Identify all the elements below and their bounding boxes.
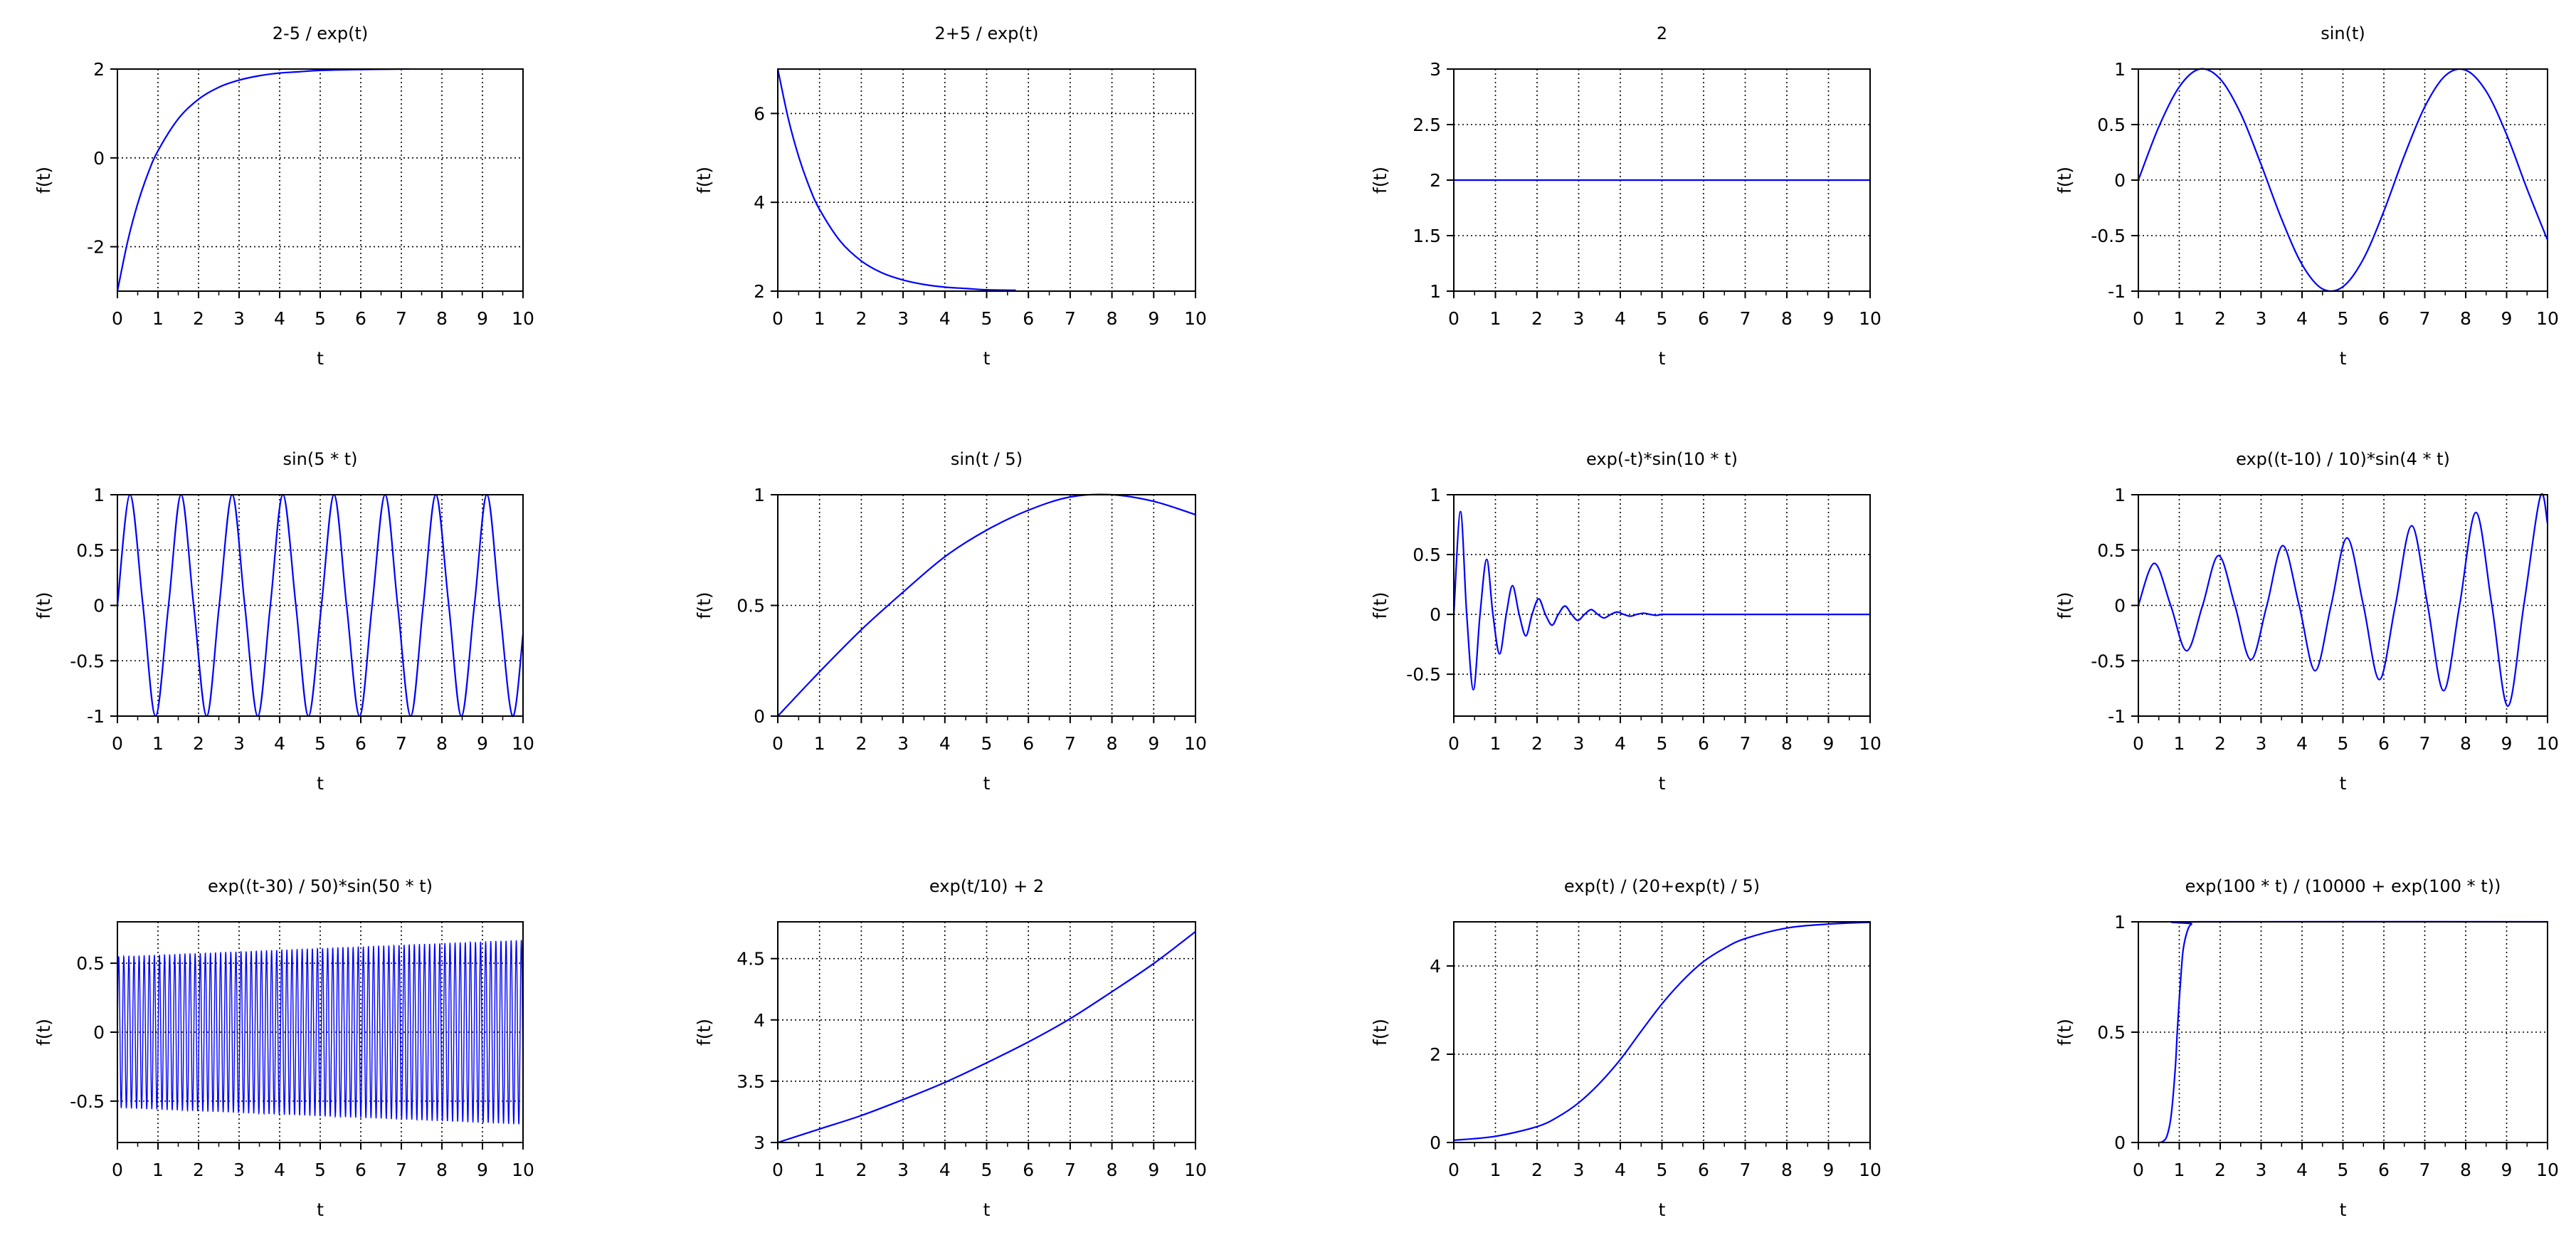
subplot-4 bbox=[2054, 23, 2559, 369]
x-tick-label: 6 bbox=[1023, 733, 1035, 754]
x-tick-label: 0 bbox=[112, 308, 123, 329]
x-tick-label: 5 bbox=[981, 1160, 993, 1180]
x-tick-label: 10 bbox=[512, 1160, 534, 1180]
x-tick-label: 8 bbox=[2460, 733, 2471, 754]
y-tick-label: 2 bbox=[1430, 170, 1441, 191]
subplot-title: sin(5 * t) bbox=[283, 449, 358, 469]
x-tick-label: 7 bbox=[1064, 308, 1076, 329]
subplot-title: exp(t) / (20+exp(t) / 5) bbox=[1563, 876, 1761, 896]
x-tick-label: 9 bbox=[1148, 733, 1160, 754]
y-tick-label: 0.5 bbox=[2097, 115, 2126, 135]
x-tick-label: 3 bbox=[1573, 308, 1585, 329]
y-tick-label: 4 bbox=[1430, 956, 1441, 977]
x-tick-label: 8 bbox=[436, 308, 448, 329]
y-axis-label: f(t) bbox=[694, 1018, 714, 1046]
x-tick-label: 0 bbox=[1448, 308, 1459, 329]
x-tick-label: 4 bbox=[1615, 308, 1626, 329]
y-tick-label: 1 bbox=[2114, 485, 2126, 505]
x-tick-label: 0 bbox=[1448, 1160, 1459, 1180]
subplot-12 bbox=[2054, 876, 2559, 1220]
y-tick-label: 2.5 bbox=[1413, 115, 1441, 135]
x-tick-label: 7 bbox=[1739, 733, 1751, 754]
y-axis-label: f(t) bbox=[694, 592, 714, 619]
subplot-6 bbox=[694, 449, 1207, 794]
x-tick-label: 8 bbox=[2460, 1160, 2471, 1180]
x-tick-label: 10 bbox=[2536, 1160, 2559, 1180]
y-axis-label: f(t) bbox=[2054, 592, 2075, 619]
x-tick-label: 2 bbox=[193, 733, 204, 754]
y-tick-label: 4.5 bbox=[737, 948, 765, 970]
x-tick-label: 9 bbox=[477, 308, 488, 329]
x-tick-label: 1 bbox=[813, 308, 825, 329]
x-tick-label: 6 bbox=[1023, 1160, 1035, 1180]
subplot-title: exp(t/10) + 2 bbox=[929, 876, 1045, 896]
x-tick-label: 4 bbox=[1615, 1160, 1626, 1180]
subplot-2 bbox=[694, 23, 1207, 369]
y-tick-label: 6 bbox=[754, 103, 765, 125]
y-tick-label: 0.5 bbox=[2097, 1022, 2126, 1043]
subplot-1 bbox=[33, 23, 534, 369]
y-tick-label: -0.5 bbox=[2091, 226, 2126, 246]
x-tick-label: 9 bbox=[2501, 308, 2513, 329]
y-tick-label: 3 bbox=[1430, 59, 1441, 80]
x-tick-label: 9 bbox=[2501, 1160, 2513, 1180]
x-tick-label: 2 bbox=[193, 1160, 204, 1180]
x-tick-label: 6 bbox=[355, 1160, 366, 1180]
y-tick-label: -0.5 bbox=[70, 1091, 105, 1112]
y-tick-label: 0 bbox=[1430, 604, 1441, 626]
subplot-7 bbox=[1370, 449, 1881, 794]
subplot-title: 2 bbox=[1656, 23, 1668, 43]
y-tick-label: 1 bbox=[1430, 281, 1441, 302]
subplot-title: sin(t) bbox=[2321, 23, 2365, 43]
plot-frame bbox=[1454, 922, 1870, 1142]
x-tick-label: 1 bbox=[152, 308, 164, 329]
x-tick-label: 7 bbox=[2419, 733, 2431, 754]
subplot-11 bbox=[1370, 876, 1881, 1220]
x-tick-label: 1 bbox=[2173, 733, 2185, 754]
x-tick-label: 6 bbox=[1698, 308, 1709, 329]
subplot-title: 2+5 / exp(t) bbox=[934, 23, 1039, 43]
y-axis-label: f(t) bbox=[2054, 166, 2075, 194]
x-tick-label: 5 bbox=[1656, 733, 1668, 754]
x-tick-label: 5 bbox=[315, 308, 326, 329]
y-tick-label: 0 bbox=[2114, 595, 2126, 616]
x-tick-label: 4 bbox=[939, 1160, 951, 1180]
x-axis-label: t bbox=[1658, 1199, 1666, 1220]
y-axis-label: f(t) bbox=[33, 1018, 54, 1046]
x-tick-label: 0 bbox=[2133, 308, 2144, 329]
x-tick-label: 2 bbox=[2215, 733, 2226, 754]
y-tick-label: 0 bbox=[93, 595, 105, 616]
x-tick-label: 5 bbox=[981, 308, 993, 329]
series-line bbox=[117, 69, 409, 291]
x-tick-label: 8 bbox=[1106, 1160, 1118, 1180]
x-tick-label: 8 bbox=[436, 733, 448, 754]
x-tick-label: 3 bbox=[897, 308, 909, 329]
x-tick-label: 10 bbox=[1859, 308, 1881, 329]
y-tick-label: 0 bbox=[754, 706, 765, 727]
x-axis-label: t bbox=[1658, 348, 1666, 369]
y-tick-label: 3 bbox=[754, 1133, 765, 1153]
y-tick-label: 1 bbox=[754, 485, 765, 505]
x-tick-label: 1 bbox=[813, 733, 825, 754]
y-tick-label: 0.5 bbox=[2097, 540, 2126, 561]
x-tick-label: 0 bbox=[772, 1160, 783, 1180]
x-tick-label: 1 bbox=[813, 1160, 825, 1180]
y-tick-label: -0.5 bbox=[1406, 664, 1441, 685]
x-tick-label: 7 bbox=[2419, 1160, 2431, 1180]
x-axis-label: t bbox=[2339, 773, 2347, 794]
x-tick-label: 7 bbox=[396, 1160, 407, 1180]
y-tick-label: 3.5 bbox=[737, 1071, 765, 1092]
x-tick-label: 9 bbox=[477, 733, 488, 754]
x-tick-label: 0 bbox=[112, 733, 123, 754]
x-tick-label: 10 bbox=[1859, 1160, 1881, 1180]
x-tick-label: 3 bbox=[897, 733, 909, 754]
x-tick-label: 10 bbox=[2536, 733, 2559, 754]
subplot-title: exp(100 * t) / (10000 + exp(100 * t)) bbox=[2185, 876, 2501, 896]
y-tick-label: -1 bbox=[87, 706, 105, 727]
x-tick-label: 6 bbox=[1698, 1160, 1709, 1180]
x-tick-label: 3 bbox=[2255, 733, 2267, 754]
y-tick-label: 0 bbox=[93, 147, 105, 169]
x-tick-label: 2 bbox=[2215, 308, 2226, 329]
x-tick-label: 3 bbox=[233, 1160, 245, 1180]
x-tick-label: 6 bbox=[1698, 733, 1709, 754]
subplot-9 bbox=[33, 876, 534, 1220]
x-axis-label: t bbox=[983, 773, 991, 794]
y-tick-label: 0 bbox=[2114, 1133, 2126, 1153]
x-tick-label: 2 bbox=[1531, 308, 1543, 329]
subplot-title: 2-5 / exp(t) bbox=[272, 23, 369, 43]
x-tick-label: 3 bbox=[1573, 733, 1585, 754]
x-tick-label: 7 bbox=[396, 733, 407, 754]
x-tick-label: 9 bbox=[1822, 1160, 1835, 1180]
x-axis-label: t bbox=[1658, 773, 1666, 794]
x-axis-label: t bbox=[983, 348, 991, 369]
subplot-8 bbox=[2054, 449, 2559, 794]
x-tick-label: 7 bbox=[1064, 733, 1076, 754]
x-tick-label: 4 bbox=[2296, 733, 2308, 754]
x-tick-label: 0 bbox=[2133, 1160, 2144, 1180]
x-tick-label: 5 bbox=[2337, 308, 2349, 329]
x-axis-label: t bbox=[317, 773, 324, 794]
x-tick-label: 1 bbox=[1489, 1160, 1501, 1180]
x-tick-label: 3 bbox=[233, 308, 245, 329]
x-tick-label: 8 bbox=[2460, 308, 2471, 329]
x-tick-label: 10 bbox=[512, 308, 534, 329]
x-tick-label: 9 bbox=[2501, 733, 2513, 754]
x-tick-label: 6 bbox=[2378, 733, 2390, 754]
x-tick-label: 6 bbox=[2378, 1160, 2390, 1180]
x-tick-label: 8 bbox=[1781, 308, 1793, 329]
subplot-10 bbox=[694, 876, 1207, 1220]
y-tick-label: 4 bbox=[754, 192, 765, 214]
x-tick-label: 4 bbox=[1615, 733, 1626, 754]
y-tick-label: -0.5 bbox=[70, 651, 105, 672]
y-axis-label: f(t) bbox=[2054, 1018, 2075, 1046]
y-axis-label: f(t) bbox=[1370, 592, 1390, 619]
subplot-title: exp(-t)*sin(10 * t) bbox=[1586, 449, 1738, 469]
series-line bbox=[1454, 923, 1870, 1140]
x-tick-label: 7 bbox=[2419, 308, 2431, 329]
x-tick-label: 10 bbox=[1184, 308, 1207, 329]
x-tick-label: 5 bbox=[315, 733, 326, 754]
x-tick-label: 5 bbox=[1656, 1160, 1668, 1180]
x-tick-label: 4 bbox=[274, 1160, 285, 1180]
x-tick-label: 2 bbox=[193, 308, 204, 329]
x-tick-label: 10 bbox=[1184, 1160, 1207, 1180]
x-axis-label: t bbox=[317, 348, 324, 369]
x-tick-label: 8 bbox=[1781, 733, 1793, 754]
x-tick-label: 1 bbox=[2173, 1160, 2185, 1180]
x-tick-label: 0 bbox=[772, 733, 783, 754]
y-tick-label: 2 bbox=[93, 59, 105, 80]
y-tick-label: 0.5 bbox=[76, 540, 105, 561]
plot-frame bbox=[778, 922, 1195, 1142]
x-tick-label: 5 bbox=[315, 1160, 326, 1180]
y-tick-label: 1 bbox=[2114, 59, 2126, 80]
x-tick-label: 6 bbox=[2378, 308, 2390, 329]
y-tick-label: 0.5 bbox=[76, 953, 105, 975]
y-tick-label: 0 bbox=[1430, 1133, 1441, 1153]
x-tick-label: 4 bbox=[2296, 1160, 2308, 1180]
y-tick-label: 1 bbox=[2114, 912, 2126, 933]
y-axis-label: f(t) bbox=[33, 166, 54, 194]
y-tick-label: 0.5 bbox=[1413, 545, 1441, 566]
y-tick-label: -2 bbox=[87, 236, 105, 258]
x-tick-label: 2 bbox=[1531, 1160, 1543, 1180]
y-tick-label: 4 bbox=[754, 1009, 765, 1031]
x-tick-label: 2 bbox=[1531, 733, 1543, 754]
x-tick-label: 1 bbox=[152, 733, 164, 754]
x-tick-label: 4 bbox=[2296, 308, 2308, 329]
x-tick-label: 7 bbox=[1739, 1160, 1751, 1180]
x-axis-label: t bbox=[2339, 1199, 2347, 1220]
x-tick-label: 1 bbox=[1489, 308, 1501, 329]
subplot-title: exp((t-30) / 50)*sin(50 * t) bbox=[207, 876, 433, 896]
y-axis-label: f(t) bbox=[1370, 166, 1390, 194]
series-line bbox=[117, 940, 523, 1125]
x-axis-label: t bbox=[983, 1199, 991, 1220]
y-tick-label: 2 bbox=[754, 281, 765, 302]
x-tick-label: 10 bbox=[1859, 733, 1881, 754]
x-tick-label: 2 bbox=[855, 733, 867, 754]
series-line bbox=[778, 69, 1016, 290]
x-tick-label: 3 bbox=[233, 733, 245, 754]
x-tick-label: 4 bbox=[274, 733, 285, 754]
x-tick-label: 6 bbox=[355, 733, 366, 754]
x-tick-label: 7 bbox=[1739, 308, 1751, 329]
x-tick-label: 9 bbox=[1822, 733, 1835, 754]
x-tick-label: 0 bbox=[772, 308, 783, 329]
x-tick-label: 7 bbox=[1064, 1160, 1076, 1180]
x-tick-label: 6 bbox=[1023, 308, 1035, 329]
x-tick-label: 9 bbox=[477, 1160, 488, 1180]
x-tick-label: 5 bbox=[1656, 308, 1668, 329]
y-tick-label: -0.5 bbox=[2091, 651, 2126, 672]
subplot-5 bbox=[33, 449, 534, 794]
x-tick-label: 9 bbox=[1822, 308, 1835, 329]
x-tick-label: 8 bbox=[1106, 733, 1118, 754]
y-tick-label: -1 bbox=[2108, 281, 2126, 302]
x-tick-label: 3 bbox=[1573, 1160, 1585, 1180]
subplot-3 bbox=[1370, 23, 1881, 369]
x-tick-label: 9 bbox=[1148, 1160, 1160, 1180]
x-tick-label: 4 bbox=[939, 308, 951, 329]
y-tick-label: 0 bbox=[2114, 170, 2126, 191]
y-tick-label: -1 bbox=[2108, 706, 2126, 727]
y-tick-label: 1 bbox=[1430, 485, 1441, 505]
x-tick-label: 3 bbox=[897, 1160, 909, 1180]
x-tick-label: 0 bbox=[2133, 733, 2144, 754]
y-axis-label: f(t) bbox=[694, 166, 714, 194]
x-tick-label: 0 bbox=[112, 1160, 123, 1180]
x-tick-label: 5 bbox=[2337, 733, 2349, 754]
x-tick-label: 8 bbox=[436, 1160, 448, 1180]
x-tick-label: 4 bbox=[939, 733, 951, 754]
x-tick-label: 7 bbox=[396, 308, 407, 329]
x-tick-label: 8 bbox=[1781, 1160, 1793, 1180]
subplot-title: sin(t / 5) bbox=[950, 449, 1023, 469]
x-tick-label: 1 bbox=[1489, 733, 1501, 754]
x-tick-label: 9 bbox=[1148, 308, 1160, 329]
y-axis-label: f(t) bbox=[1370, 1018, 1390, 1046]
x-tick-label: 2 bbox=[855, 1160, 867, 1180]
y-axis-label: f(t) bbox=[33, 592, 54, 619]
x-tick-label: 10 bbox=[2536, 308, 2559, 329]
y-tick-label: 2 bbox=[1430, 1044, 1441, 1065]
subplot-title: exp((t-10) / 10)*sin(4 * t) bbox=[2236, 449, 2450, 469]
x-tick-label: 2 bbox=[2215, 1160, 2226, 1180]
x-axis-label: t bbox=[317, 1199, 324, 1220]
x-tick-label: 5 bbox=[981, 733, 993, 754]
x-tick-label: 4 bbox=[274, 308, 285, 329]
y-tick-label: 0 bbox=[93, 1022, 105, 1043]
plot-frame bbox=[2138, 922, 2548, 1142]
x-axis-label: t bbox=[2339, 348, 2347, 369]
x-tick-label: 8 bbox=[1106, 308, 1118, 329]
x-tick-label: 3 bbox=[2255, 308, 2267, 329]
x-tick-label: 6 bbox=[355, 308, 366, 329]
x-tick-label: 10 bbox=[1184, 733, 1207, 754]
x-tick-label: 2 bbox=[855, 308, 867, 329]
y-tick-label: 1.5 bbox=[1413, 226, 1441, 246]
x-tick-label: 1 bbox=[152, 1160, 164, 1180]
y-tick-label: 0.5 bbox=[737, 595, 765, 616]
x-tick-label: 3 bbox=[2255, 1160, 2267, 1180]
x-tick-label: 10 bbox=[512, 733, 534, 754]
x-tick-label: 0 bbox=[1448, 733, 1459, 754]
y-tick-label: 1 bbox=[93, 485, 105, 505]
x-tick-label: 5 bbox=[2337, 1160, 2349, 1180]
x-tick-label: 1 bbox=[2173, 308, 2185, 329]
